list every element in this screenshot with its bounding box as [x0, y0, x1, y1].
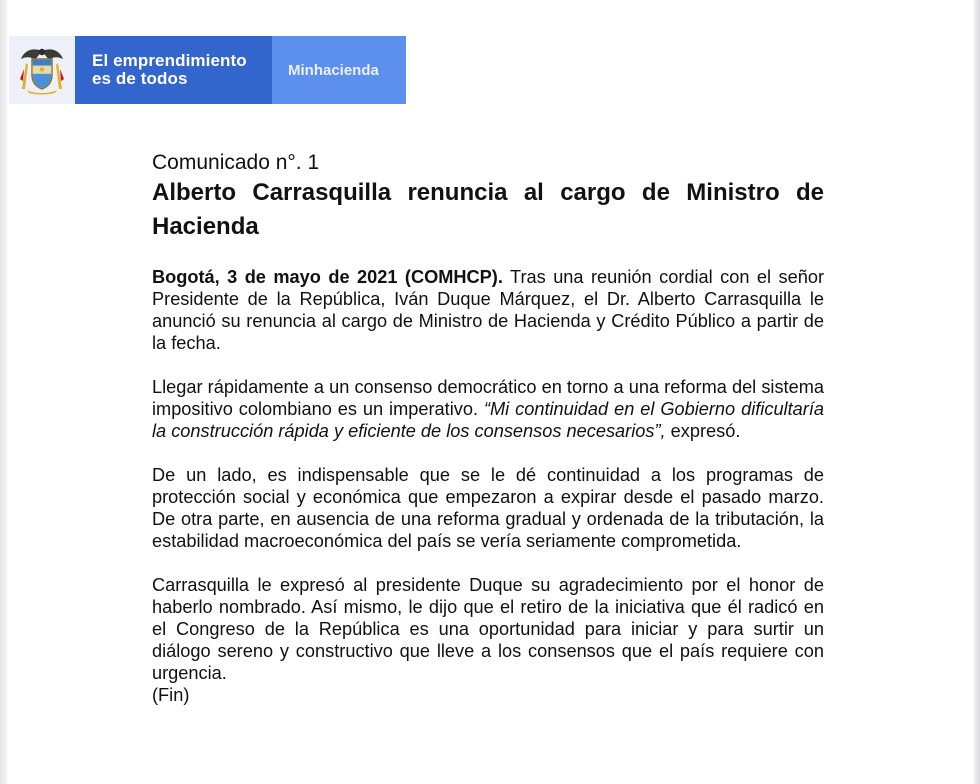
seal-container	[9, 36, 75, 104]
ministry-name: Minhacienda	[288, 61, 379, 79]
paragraph-2-body: Llegar rápidamente a un consenso democrático en torno a una reforma del sistema impositivo colombiano es un imperativo.	[152, 377, 824, 419]
paragraph-2	[152, 376, 824, 442]
quote: “Mi continuidad en el Gobierno dificultaría la construcción rápida y eficiente de los consensos necesarios”,	[152, 399, 824, 441]
press-release	[152, 150, 824, 706]
page-edge-left	[0, 0, 7, 784]
slogan-line-2: es de todos	[92, 69, 188, 88]
release-title: Alberto Carrasquilla renuncia al cargo de Ministro de Hacienda	[152, 179, 824, 240]
paragraph-4: Carrasquilla le expresó al presidente Duque su agradecimiento por el honor de haberlo nombrado. Así mismo, le dijo que el retiro de la iniciativa que él radicó en el Congreso de la República es una oportunidad para iniciar y para surtir un diálogo sereno y constructivo que lleve a los consensos que el país requiere con urgencia.	[152, 575, 824, 683]
ministry-block	[272, 36, 406, 104]
paragraph-2-tail: expresó.	[665, 421, 741, 441]
slogan-line-1: El emprendimiento	[92, 51, 247, 70]
release-number: Comunicado n°. 1	[152, 151, 320, 174]
paragraph-1-body: Tras una reunión cordial con el señor Presidente de la República, Iván Duque Márquez, el Dr. Alberto Carrasquilla le anunció su renuncia al cargo de Ministro de Hacienda y Crédito Público a partir de la fecha.	[152, 267, 825, 353]
end-marker: (Fin)	[152, 685, 190, 705]
slogan-block	[75, 36, 272, 104]
page-edge-right	[974, 0, 980, 784]
paragraph-3: De un lado, es indispensable que se le dé continuidad a los programas de protección social y económica que empezaron a expirar desde el pasado marzo. De otra parte, en ausencia de una reforma gradual y ordenada de la tributación, la estabilidad macroeconómica del país se vería seriamente comprometida.	[152, 465, 824, 551]
paragraph-1	[152, 266, 824, 354]
header-banner	[9, 36, 406, 104]
colombia-coat-of-arms-icon	[18, 45, 66, 95]
dateline: Bogotá, 3 de mayo de 2021 (COMHCP).	[152, 267, 503, 287]
